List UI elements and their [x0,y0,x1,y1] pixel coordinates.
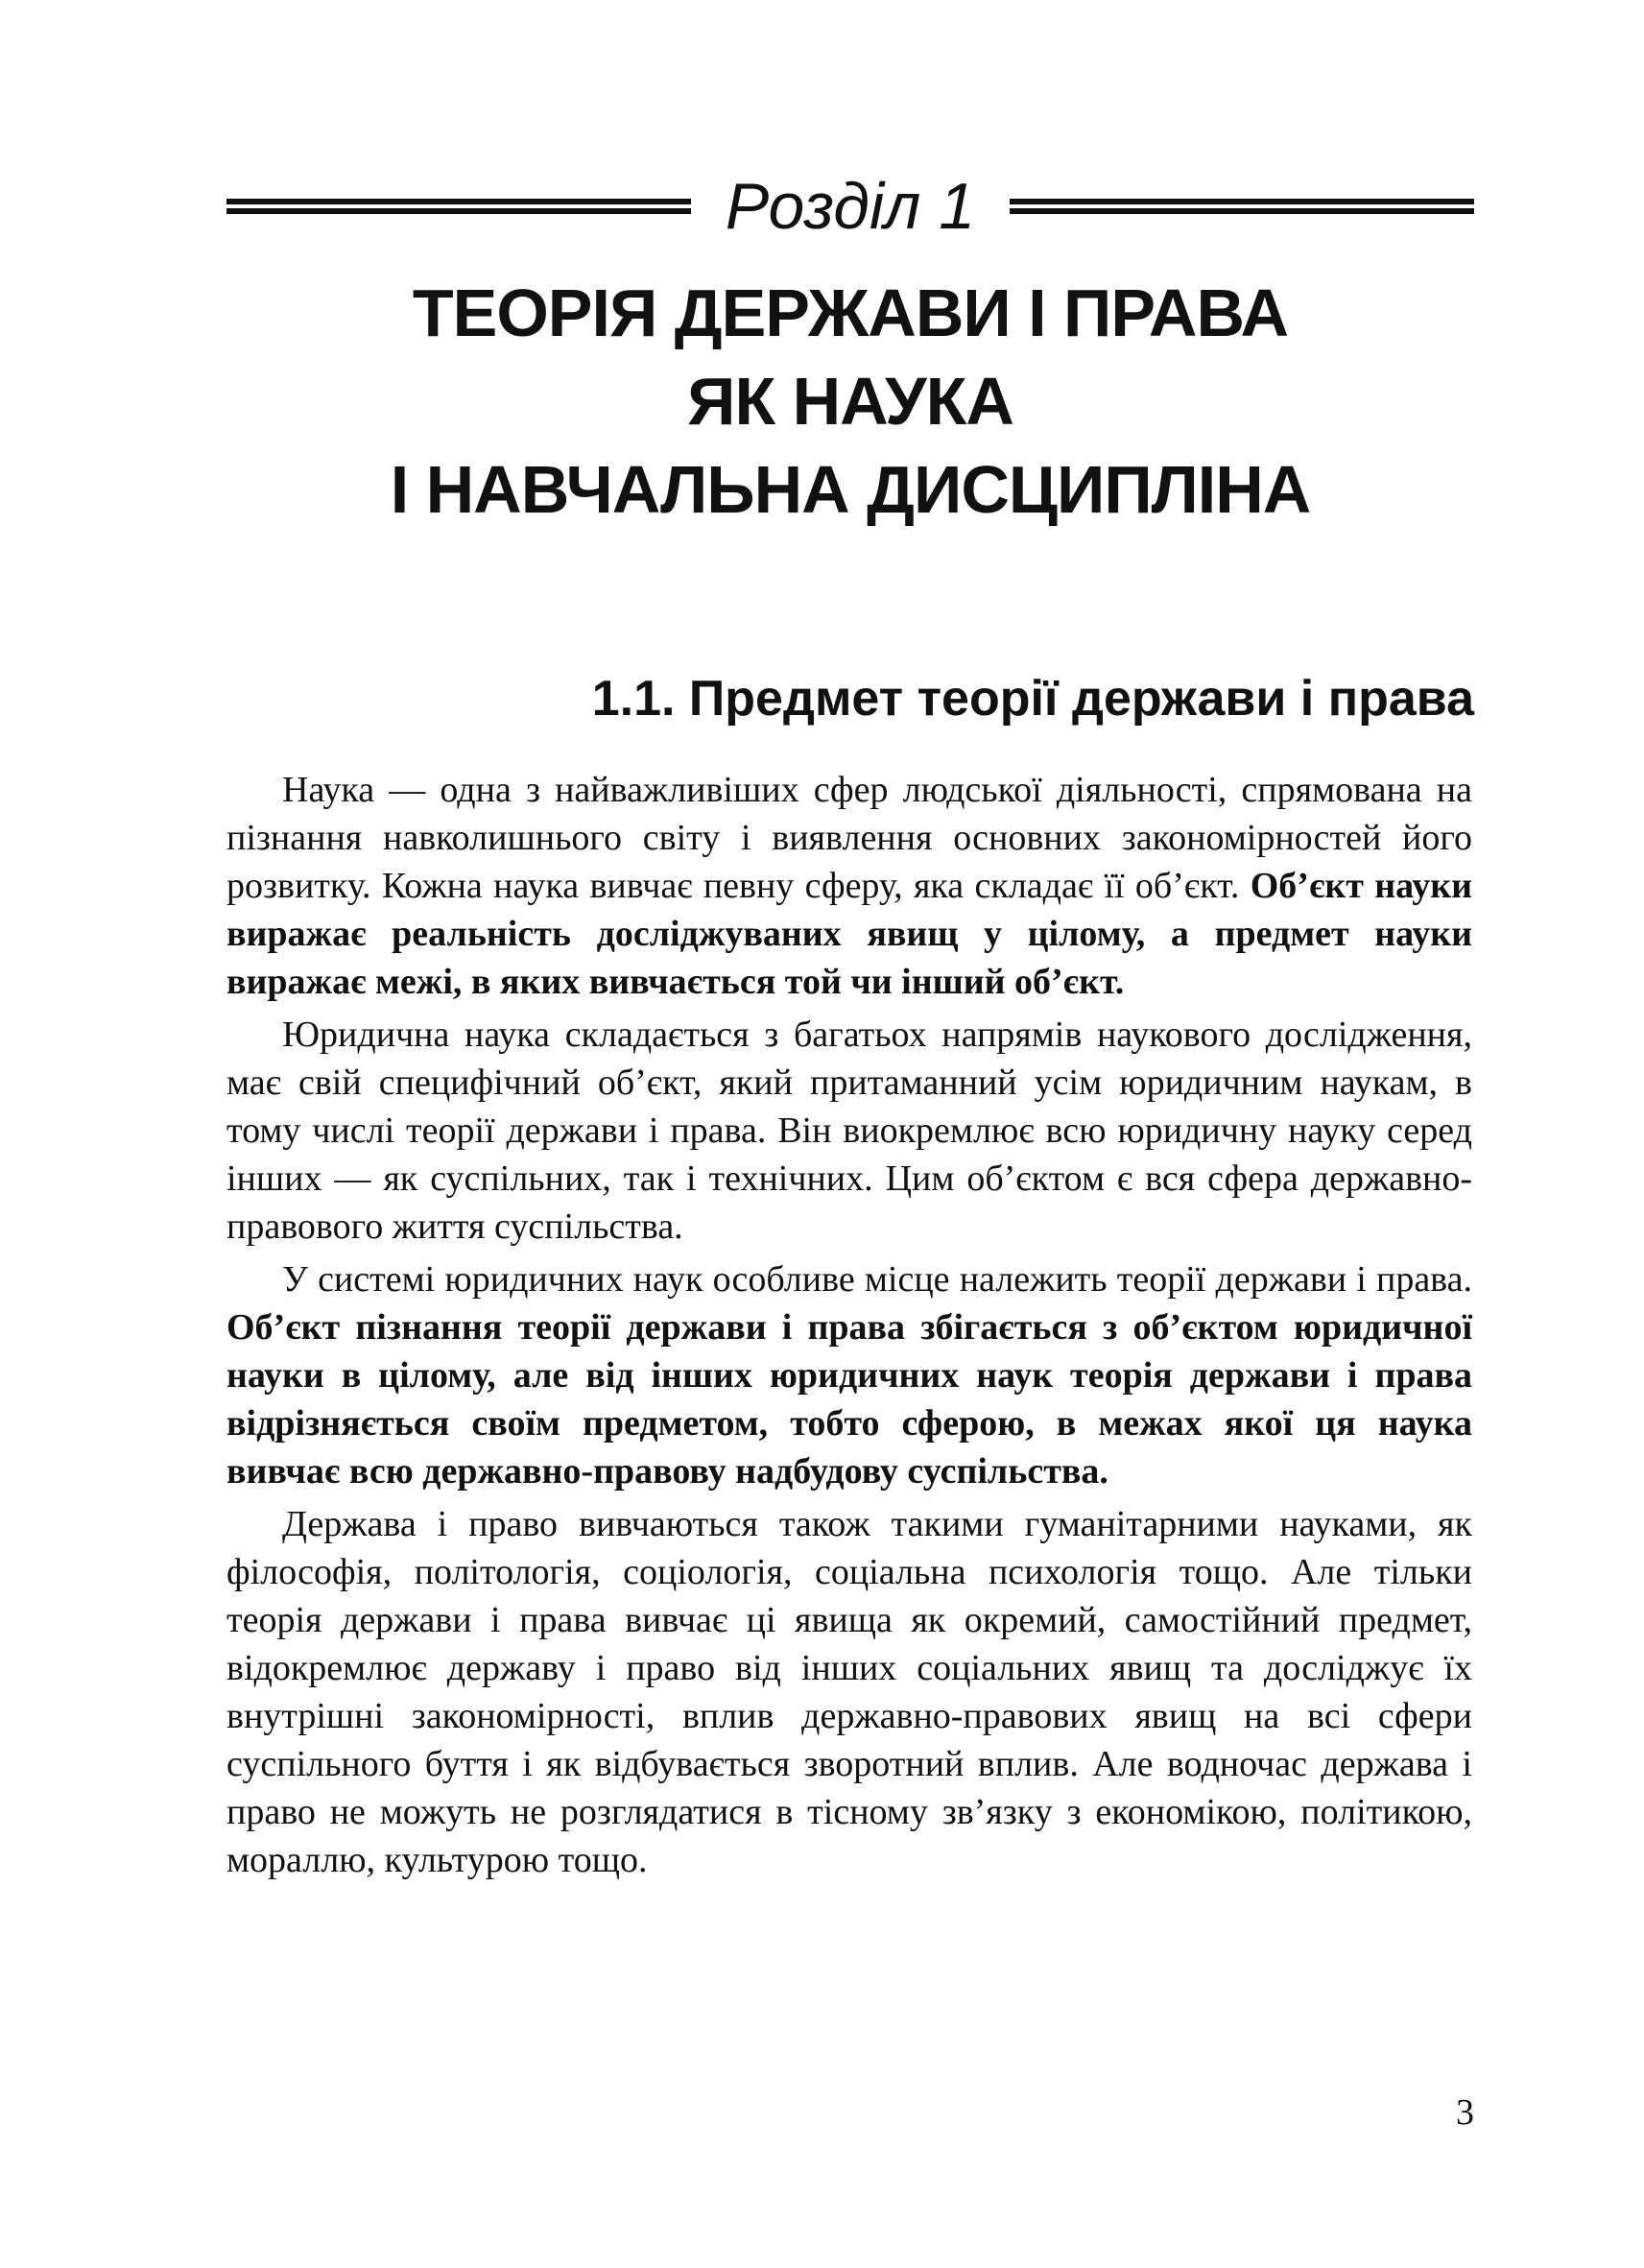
paragraph [226,1500,1472,1884]
paragraph-bold-text: Об’єкт пізнання теорії держави і права збігається з об’єктом юридичної науки в цілому, але від інших юридичних наук теорія держави і права відрізняється своїм предметом, тобто сферою, в межах якої ця наука вивчає всю державно-правову надбудову суспільства. [226,1307,1472,1492]
paragraph [226,1011,1472,1251]
chapter-title-line: І НАВЧАЛЬНА ДИСЦИПЛІНА [390,452,1311,527]
paragraph-text: Держава і право вивчаються також такими гуманітарними науками, як філософія, політологія, соціологія, соціальна психологія тощо. Але тільки теорія держави і права вивчає ці явища як окремий, самостійний предмет, відокремлює державу і право від інших соціальних явищ та досліджує їх внутрішні закономірності, вплив державно-правових явищ на всі сфери суспільного буття і як відбувається зворотний вплив. Але водночас держава і право не можуть не розглядатися в тісному зв’язку з економікою, політикою, мораллю, культурою тощо. [226,1504,1472,1880]
paragraph-text: Наука — одна з найважливіших сфер людської діяльності, спрямована на пізнання навколишнього світу і виявлення основних закономірностей його розвитку. Кожна наука вивчає певну сферу, яка складає її об’єкт. [226,770,1472,906]
paragraph [226,766,1472,1006]
chapter-title [226,269,1474,534]
chapter-title-line: ЯК НАУКА [687,364,1013,439]
chapter-header [226,154,1474,259]
chapter-title-line: ТЕОРІЯ ДЕРЖАВИ І ПРАВА [412,275,1289,350]
body-text [226,766,1472,1889]
section-heading: 1.1. Предмет теорії держави і права [591,671,1474,727]
chapter-rule-left [226,197,691,216]
paragraph-text: У системі юридичних наук особливе місце належить теорії держави і права. [282,1259,1472,1300]
paragraph-text: Юридична наука складається з багатьох напрямів наукового дослідження, має свій специфічний об’єкт, який притаманний усім юридичним наукам, в тому числі теорії держави і права. Він виокремлює всю юридичну науку серед інших — як суспільних, так і технічних. Цим об’єктом є вся сфера державно-правового життя суспільства. [226,1015,1472,1247]
paragraph-bold-text: Об’єкт науки виражає реальність досліджуваних явищ у цілому, а предмет науки виражає межі, в яких вивчається той чи інший об’єкт. [226,866,1472,1002]
chapter-rule-right [1010,197,1474,216]
page-number: 3 [1456,2092,1474,2133]
paragraph [226,1255,1472,1495]
chapter-label: Розділ 1 [725,170,976,243]
